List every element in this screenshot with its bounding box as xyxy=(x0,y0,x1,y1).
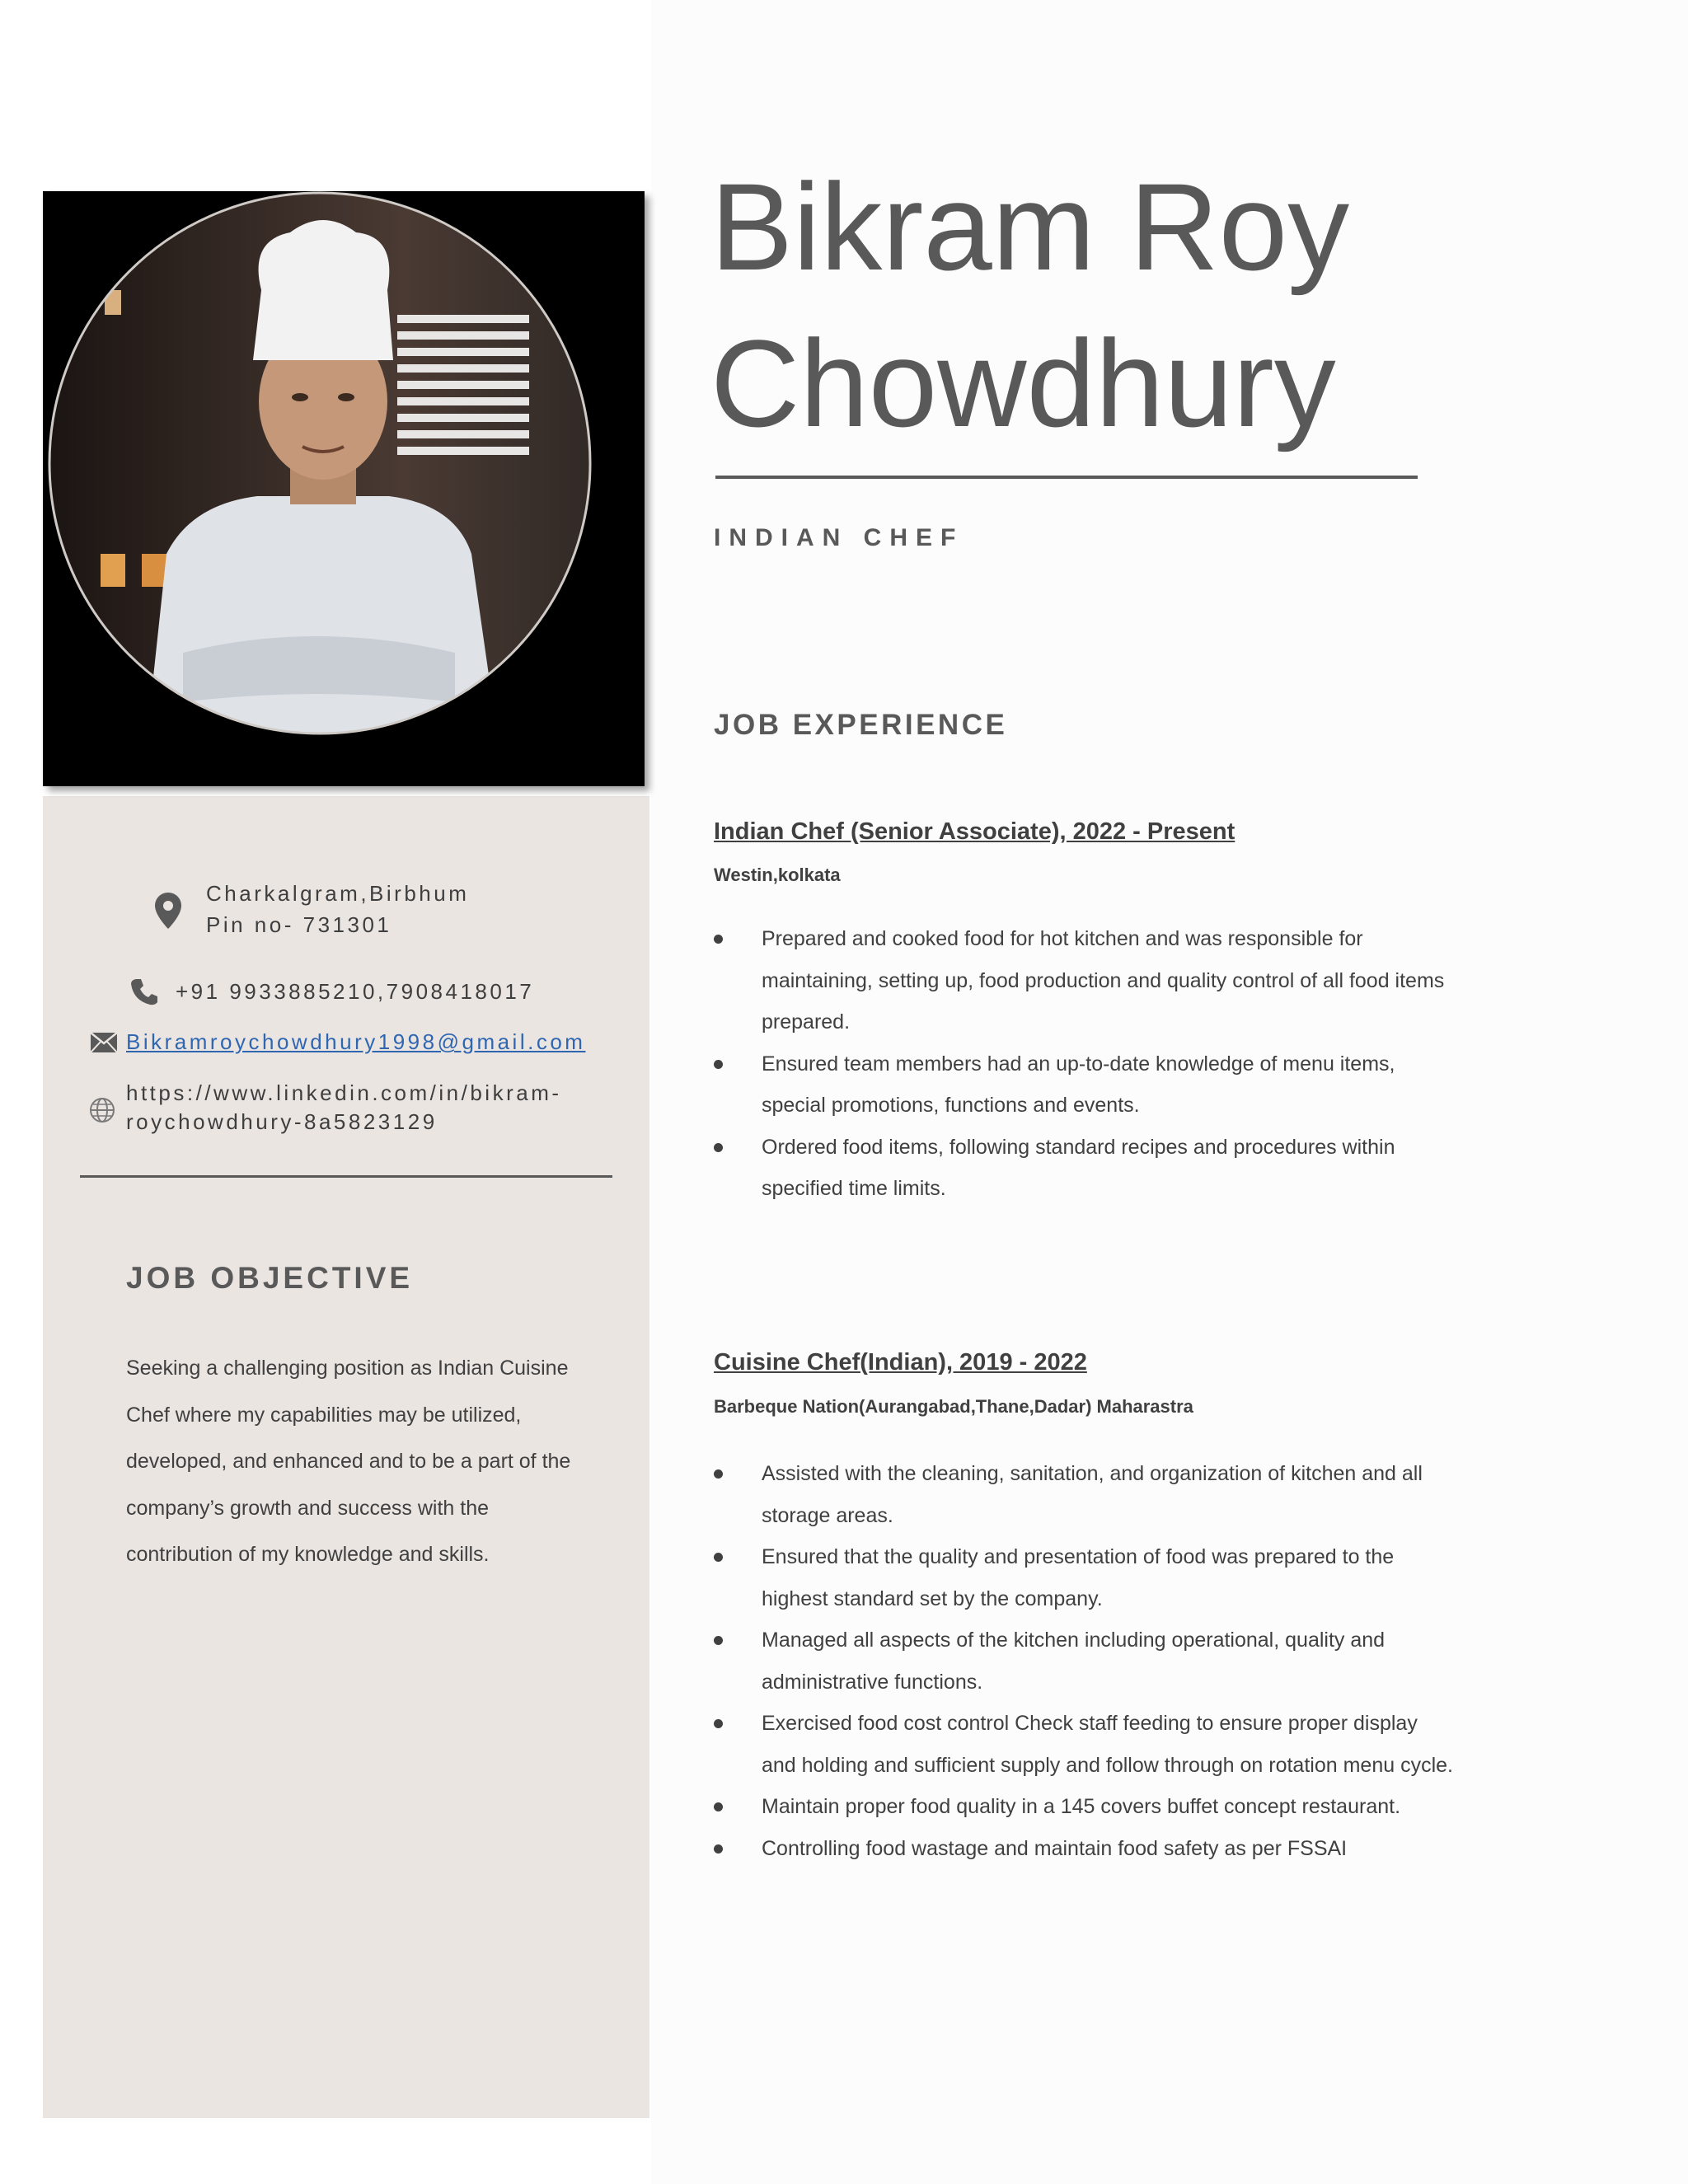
name-underline xyxy=(715,476,1418,479)
list-item: Ordered food items, following standard recipes and procedures within specified time limits. xyxy=(714,1127,1456,1210)
address-line-1: Charkalgram,Birbhum xyxy=(206,881,470,906)
list-item: Ensured team members had an up-to-date knowledge of menu items, special promotions, functions and events. xyxy=(714,1043,1456,1127)
candidate-name xyxy=(710,148,1617,462)
email-link[interactable]: Bikramroychowdhury1998@gmail.com xyxy=(126,1029,586,1054)
list-item: Prepared and cooked food for hot kitchen and was responsible for maintaining, setting up, food production and quality control of all food items prepared. xyxy=(714,918,1456,1043)
email-icon xyxy=(91,1033,117,1052)
job-1-title: Indian Chef (Senior Associate), 2022 - Present xyxy=(714,818,1236,845)
name-line-2: Chowdhury xyxy=(710,314,1336,452)
list-item: Maintain proper food quality in a 145 covers buffet concept restaurant. xyxy=(714,1786,1456,1828)
address-line-2: Pin no- 731301 xyxy=(206,912,392,937)
objective-text: Seeking a challenging position as Indian Cuisine Chef where my capabilities may be utilized, developed, and enhanced and to be a part of the company’s growth and success with the contribution of my knowledge and skills. xyxy=(126,1357,571,1567)
job-title-subtitle: INDIAN CHEF xyxy=(714,524,964,551)
experience-heading: JOB EXPERIENCE xyxy=(714,709,1008,741)
phone-icon xyxy=(130,977,158,1005)
profile-photo-frame xyxy=(43,191,645,786)
sidebar-divider xyxy=(80,1175,612,1178)
profile-photo xyxy=(43,191,645,786)
list-item: Assisted with the cleaning, sanitation, and organization of kitchen and all storage areas. xyxy=(714,1453,1456,1536)
list-item: Controlling food wastage and maintain food safety as per FSSAI xyxy=(714,1828,1456,1870)
linkedin-line-1[interactable]: https://www.linkedin.com/in/bikram- xyxy=(126,1080,562,1105)
location-pin-icon xyxy=(155,893,181,929)
globe-icon xyxy=(89,1097,115,1123)
list-item: Ensured that the quality and presentation of food was prepared to the highest standard set by the company. xyxy=(714,1536,1456,1619)
list-item: Exercised food cost control Check staff feeding to ensure proper display and holding and sufficient supply and follow through on rotation menu cycle. xyxy=(714,1703,1456,1786)
linkedin-line-2[interactable]: roychowdhury-8a5823129 xyxy=(126,1109,438,1134)
job-2-place: Barbeque Nation(Aurangabad,Thane,Dadar) Maharastra xyxy=(714,1396,1193,1417)
job-2-title: Cuisine Chef(Indian), 2019 - 2022 xyxy=(714,1349,1087,1376)
name-line-1: Bikram Roy xyxy=(710,157,1350,296)
objective-heading: JOB OBJECTIVE xyxy=(126,1261,414,1295)
phone-number: +91 9933885210,7908418017 xyxy=(176,979,535,1004)
list-item: Managed all aspects of the kitchen including operational, quality and administrative functions. xyxy=(714,1619,1456,1703)
job-1-place: Westin,kolkata xyxy=(714,865,841,885)
job-2-duties xyxy=(714,1453,1456,1869)
job-1-duties xyxy=(714,918,1456,1210)
